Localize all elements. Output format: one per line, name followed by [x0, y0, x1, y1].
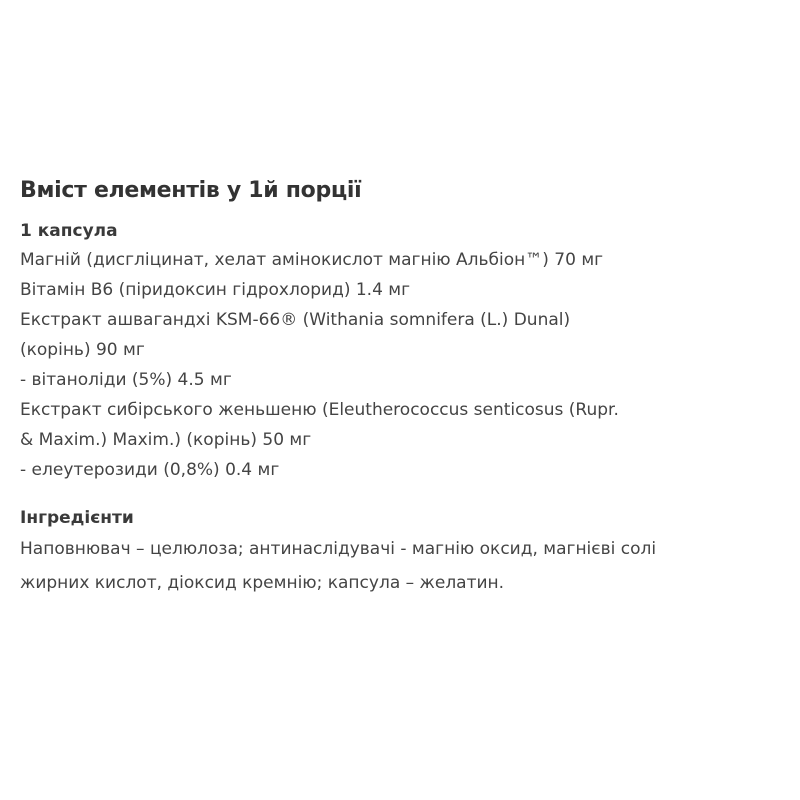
composition-line: Магній (дисгліцинат, хелат амінокислот магнію Альбіон™) 70 мг: [20, 250, 604, 270]
composition-line: (корінь) 90 мг: [20, 340, 145, 360]
ingredients-line: жирних кислот, діоксид кремнію; капсула – желатин.: [20, 573, 505, 593]
ingredients-heading: Інгредієнти: [20, 508, 134, 528]
ingredients-text: [20, 533, 790, 599]
composition-line: Вітамін B6 (піридоксин гідрохлорид) 1.4 мг: [20, 280, 411, 300]
composition-list: [20, 245, 790, 485]
serving-size: 1 капсула: [20, 221, 118, 241]
composition-line: Екстракт ашвагандхі KSM-66® (Withania somnifera (L.) Dunal): [20, 310, 571, 330]
composition-line: - елеутерозиди (0,8%) 0.4 мг: [20, 460, 280, 480]
product-info: [20, 178, 790, 599]
composition-line: & Maxim.) Maxim.) (корінь) 50 мг: [20, 430, 312, 450]
composition-title: Вміст елементів у 1й порції: [20, 178, 362, 203]
composition-line: Екстракт сибірського женьшеню (Eleutherococcus senticosus (Rupr.: [20, 400, 619, 420]
ingredients-line: Наповнювач – целюлоза; антинаслідувачі - магнію оксид, магнієві солі: [20, 539, 657, 559]
composition-line: - вітаноліди (5%) 4.5 мг: [20, 370, 232, 390]
